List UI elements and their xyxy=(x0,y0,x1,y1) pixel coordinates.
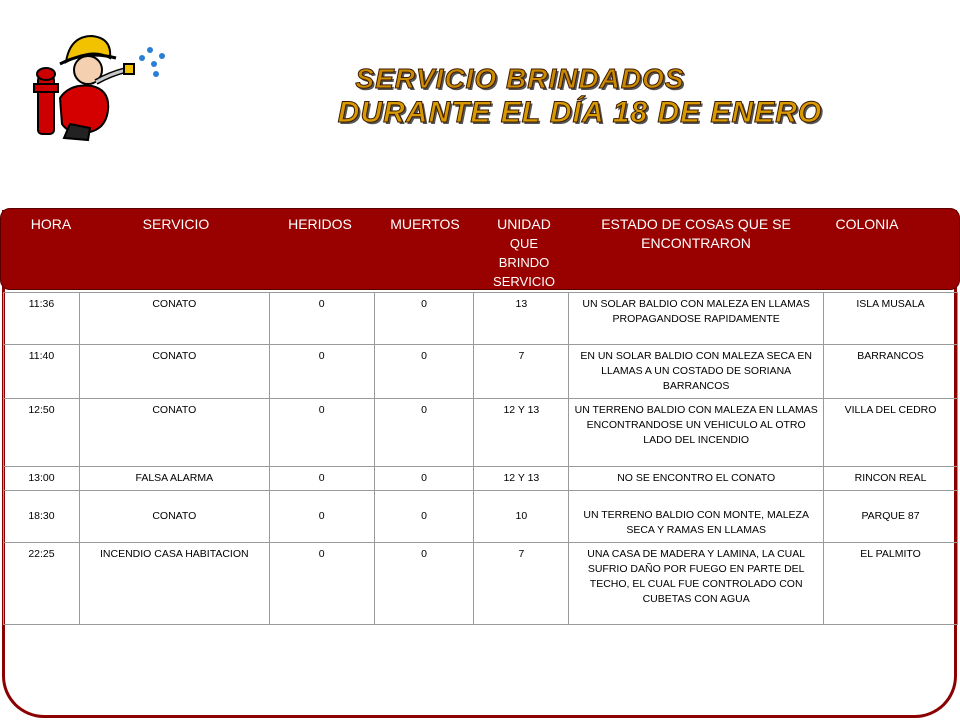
cell-estado: NO SE ENCONTRO EL CONATO xyxy=(569,467,824,491)
table-row xyxy=(4,543,958,625)
cell-heridos: 0 xyxy=(269,345,374,399)
header-unidad-line-3: BRINDO xyxy=(498,255,550,270)
table-header xyxy=(0,208,960,290)
title-line-2: DURANTE EL DÍA 18 DE ENERO xyxy=(337,96,823,129)
table-row xyxy=(4,491,958,543)
cell-hora: 11:36 xyxy=(4,293,80,345)
cell-estado: EN UN SOLAR BALDIO CON MALEZA SECA EN LLAMAS A UN COSTADO DE SORIANA BARRANCOS xyxy=(569,345,824,399)
cell-colonia: RINCON REAL xyxy=(824,467,958,491)
cell-hora: 12:50 xyxy=(4,399,80,467)
cell-servicio: INCENDIO CASA HABITACION xyxy=(79,543,269,625)
cell-servicio: CONATO xyxy=(79,293,269,345)
header-unidad-line-4: SERVICIO xyxy=(493,274,555,289)
header-unidad-line-1: UNIDAD xyxy=(497,216,551,232)
cell-unidad: 7 xyxy=(474,345,569,399)
cell-muertos: 0 xyxy=(374,399,474,467)
cell-muertos: 0 xyxy=(374,345,474,399)
cell-servicio: CONATO xyxy=(79,399,269,467)
cell-estado: UN TERRENO BALDIO CON MONTE, MALEZA SECA Y RAMAS EN LLAMAS xyxy=(569,491,824,543)
title-line-1: SERVICIO BRINDADOS xyxy=(355,63,685,94)
cell-heridos: 0 xyxy=(269,293,374,345)
cell-hora: 22:25 xyxy=(4,543,80,625)
cell-unidad: 7 xyxy=(474,543,569,625)
header-unidad-line-2: QUE xyxy=(509,236,539,251)
cell-heridos: 0 xyxy=(269,543,374,625)
cell-servicio: FALSA ALARMA xyxy=(79,467,269,491)
page-title xyxy=(200,62,840,130)
cell-heridos: 0 xyxy=(269,399,374,467)
cell-colonia: VILLA DEL CEDRO xyxy=(824,399,958,467)
table-row xyxy=(4,467,958,491)
header-hora: HORA xyxy=(30,216,72,232)
header-heridos: HERIDOS xyxy=(288,216,352,232)
header-colonia: COLONIA xyxy=(835,216,899,232)
cell-servicio: CONATO xyxy=(79,491,269,543)
cell-estado: UN TERRENO BALDIO CON MALEZA EN LLAMAS ENCONTRANDOSE UN VEHICULO AL OTRO LADO DEL INCENDIO xyxy=(569,399,824,467)
cell-unidad: 12 Y 13 xyxy=(474,467,569,491)
firefighter-logo-icon xyxy=(30,28,170,148)
header-muertos: MUERTOS xyxy=(390,216,460,232)
header-servicio: SERVICIO xyxy=(142,216,210,232)
cell-servicio: CONATO xyxy=(79,345,269,399)
cell-colonia: EL PALMITO xyxy=(824,543,958,625)
cell-colonia: PARQUE 87 xyxy=(824,491,958,543)
cell-hora: 13:00 xyxy=(4,467,80,491)
cell-unidad: 10 xyxy=(474,491,569,543)
cell-muertos: 0 xyxy=(374,543,474,625)
cell-estado: UN SOLAR BALDIO CON MALEZA EN LLAMAS PROPAGANDOSE RAPIDAMENTE xyxy=(569,293,824,345)
cell-unidad: 13 xyxy=(474,293,569,345)
header-estado: ESTADO DE COSAS QUE SE ENCONTRARON xyxy=(601,216,791,251)
header-unidad xyxy=(479,215,569,291)
table-row xyxy=(4,399,958,467)
cell-estado: UNA CASA DE MADERA Y LAMINA, LA CUAL SUFRIO DAÑO POR FUEGO EN PARTE DEL TECHO, EL CUAL FUE CONTROLADO CON CUBETAS CON AGUA xyxy=(569,543,824,625)
cell-hora: 11:40 xyxy=(4,345,80,399)
cell-muertos: 0 xyxy=(374,491,474,543)
cell-unidad: 12 Y 13 xyxy=(474,399,569,467)
table-row xyxy=(4,345,958,399)
cell-colonia: BARRANCOS xyxy=(824,345,958,399)
cell-muertos: 0 xyxy=(374,467,474,491)
cell-heridos: 0 xyxy=(269,467,374,491)
services-table xyxy=(3,292,958,625)
table-row xyxy=(4,293,958,345)
cell-colonia: ISLA MUSALA xyxy=(824,293,958,345)
cell-hora: 18:30 xyxy=(4,491,80,543)
cell-muertos: 0 xyxy=(374,293,474,345)
cell-heridos: 0 xyxy=(269,491,374,543)
